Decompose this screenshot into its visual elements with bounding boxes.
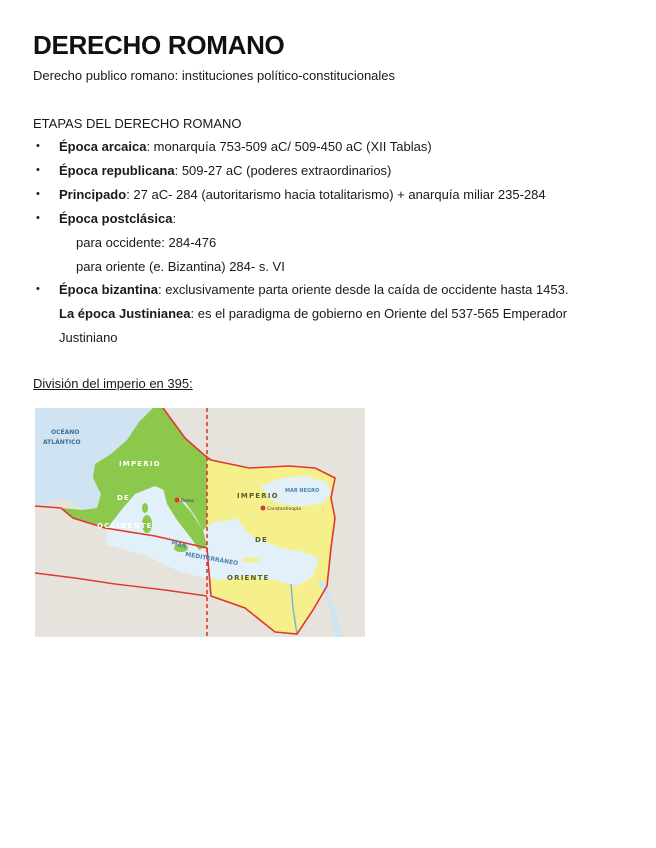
map-label-east-empire: DE bbox=[255, 536, 268, 544]
map-label-sea: MEDITERRÁNEO bbox=[184, 551, 239, 568]
map-label-west-empire: OCCIDENTE bbox=[97, 522, 153, 530]
list-item-term: Época arcaica bbox=[59, 139, 147, 154]
justinianea-term: La época Justinianea bbox=[59, 306, 191, 321]
island-corsica bbox=[142, 503, 148, 513]
justinianea-text: : es el paradigma de gobierno en Oriente del 537-565 Emperador bbox=[190, 306, 568, 321]
sub-item: para oriente (e. Bizantina) 284- s. VI bbox=[76, 259, 285, 274]
empire-map bbox=[35, 408, 365, 637]
empire-map-svg bbox=[35, 408, 365, 637]
map-label-west-empire: DE bbox=[117, 494, 130, 502]
list-item-text: : 509-27 aC (poderes extraordinarios) bbox=[174, 163, 392, 178]
list-item-text: : bbox=[172, 211, 177, 226]
bullet-marker: • bbox=[36, 283, 40, 295]
list-item bbox=[59, 282, 568, 297]
island-crete bbox=[242, 558, 260, 563]
city-rome-marker bbox=[175, 498, 180, 503]
map-label-west-empire: IMPERIO bbox=[119, 460, 161, 468]
section-heading: ETAPAS DEL DERECHO ROMANO bbox=[33, 116, 242, 131]
sub-item: para occidente: 284-476 bbox=[76, 235, 217, 250]
list-item-text: : monarquía 753-509 aC/ 509-450 aC (XII Tablas) bbox=[146, 139, 432, 154]
island-cyprus bbox=[290, 546, 300, 551]
bullet-marker: • bbox=[36, 140, 40, 152]
bullet-marker: • bbox=[36, 212, 40, 224]
list-item-term: Época bizantina bbox=[59, 282, 158, 297]
map-label-ocean: ATLÁNTICO bbox=[43, 439, 81, 446]
bullet-marker: • bbox=[36, 188, 40, 200]
list-item-text: : exclusivamente parta oriente desde la caída de occidente hasta 1453. bbox=[157, 282, 569, 297]
bullet-marker: • bbox=[36, 164, 40, 176]
map-caption: División del imperio en 395: bbox=[33, 376, 193, 391]
map-label-ocean: OCÉANO bbox=[51, 429, 80, 436]
page-title: DERECHO ROMANO bbox=[33, 30, 285, 60]
map-label-east-empire: ORIENTE bbox=[227, 574, 270, 582]
list-item bbox=[59, 139, 432, 154]
page-subtitle: Derecho publico romano: instituciones político-constitucionales bbox=[33, 68, 396, 83]
list-item-term: Principado bbox=[59, 187, 127, 202]
list-item bbox=[59, 211, 176, 226]
justinianea-continuation: Justiniano bbox=[59, 330, 118, 345]
list-item-term: Época republicana bbox=[59, 163, 175, 178]
justinianea-paragraph bbox=[59, 306, 567, 321]
map-label-sea: MAR bbox=[170, 539, 188, 551]
map-label-city-constantinople: Constantinopla bbox=[267, 507, 301, 512]
map-label-black-sea: MAR NEGRO bbox=[285, 488, 320, 494]
map-label-east-empire: IMPERIO bbox=[237, 492, 279, 500]
list-item-text: : 27 aC- 284 (autoritarismo hacia totalitarismo) + anarquía miliar 235-284 bbox=[126, 187, 546, 202]
map-label-city-rome: Roma bbox=[181, 499, 194, 504]
list-item bbox=[59, 187, 546, 202]
list-item bbox=[59, 163, 391, 178]
list-item-term: Época postclásica bbox=[59, 211, 173, 226]
city-constantinople-marker bbox=[261, 506, 266, 511]
